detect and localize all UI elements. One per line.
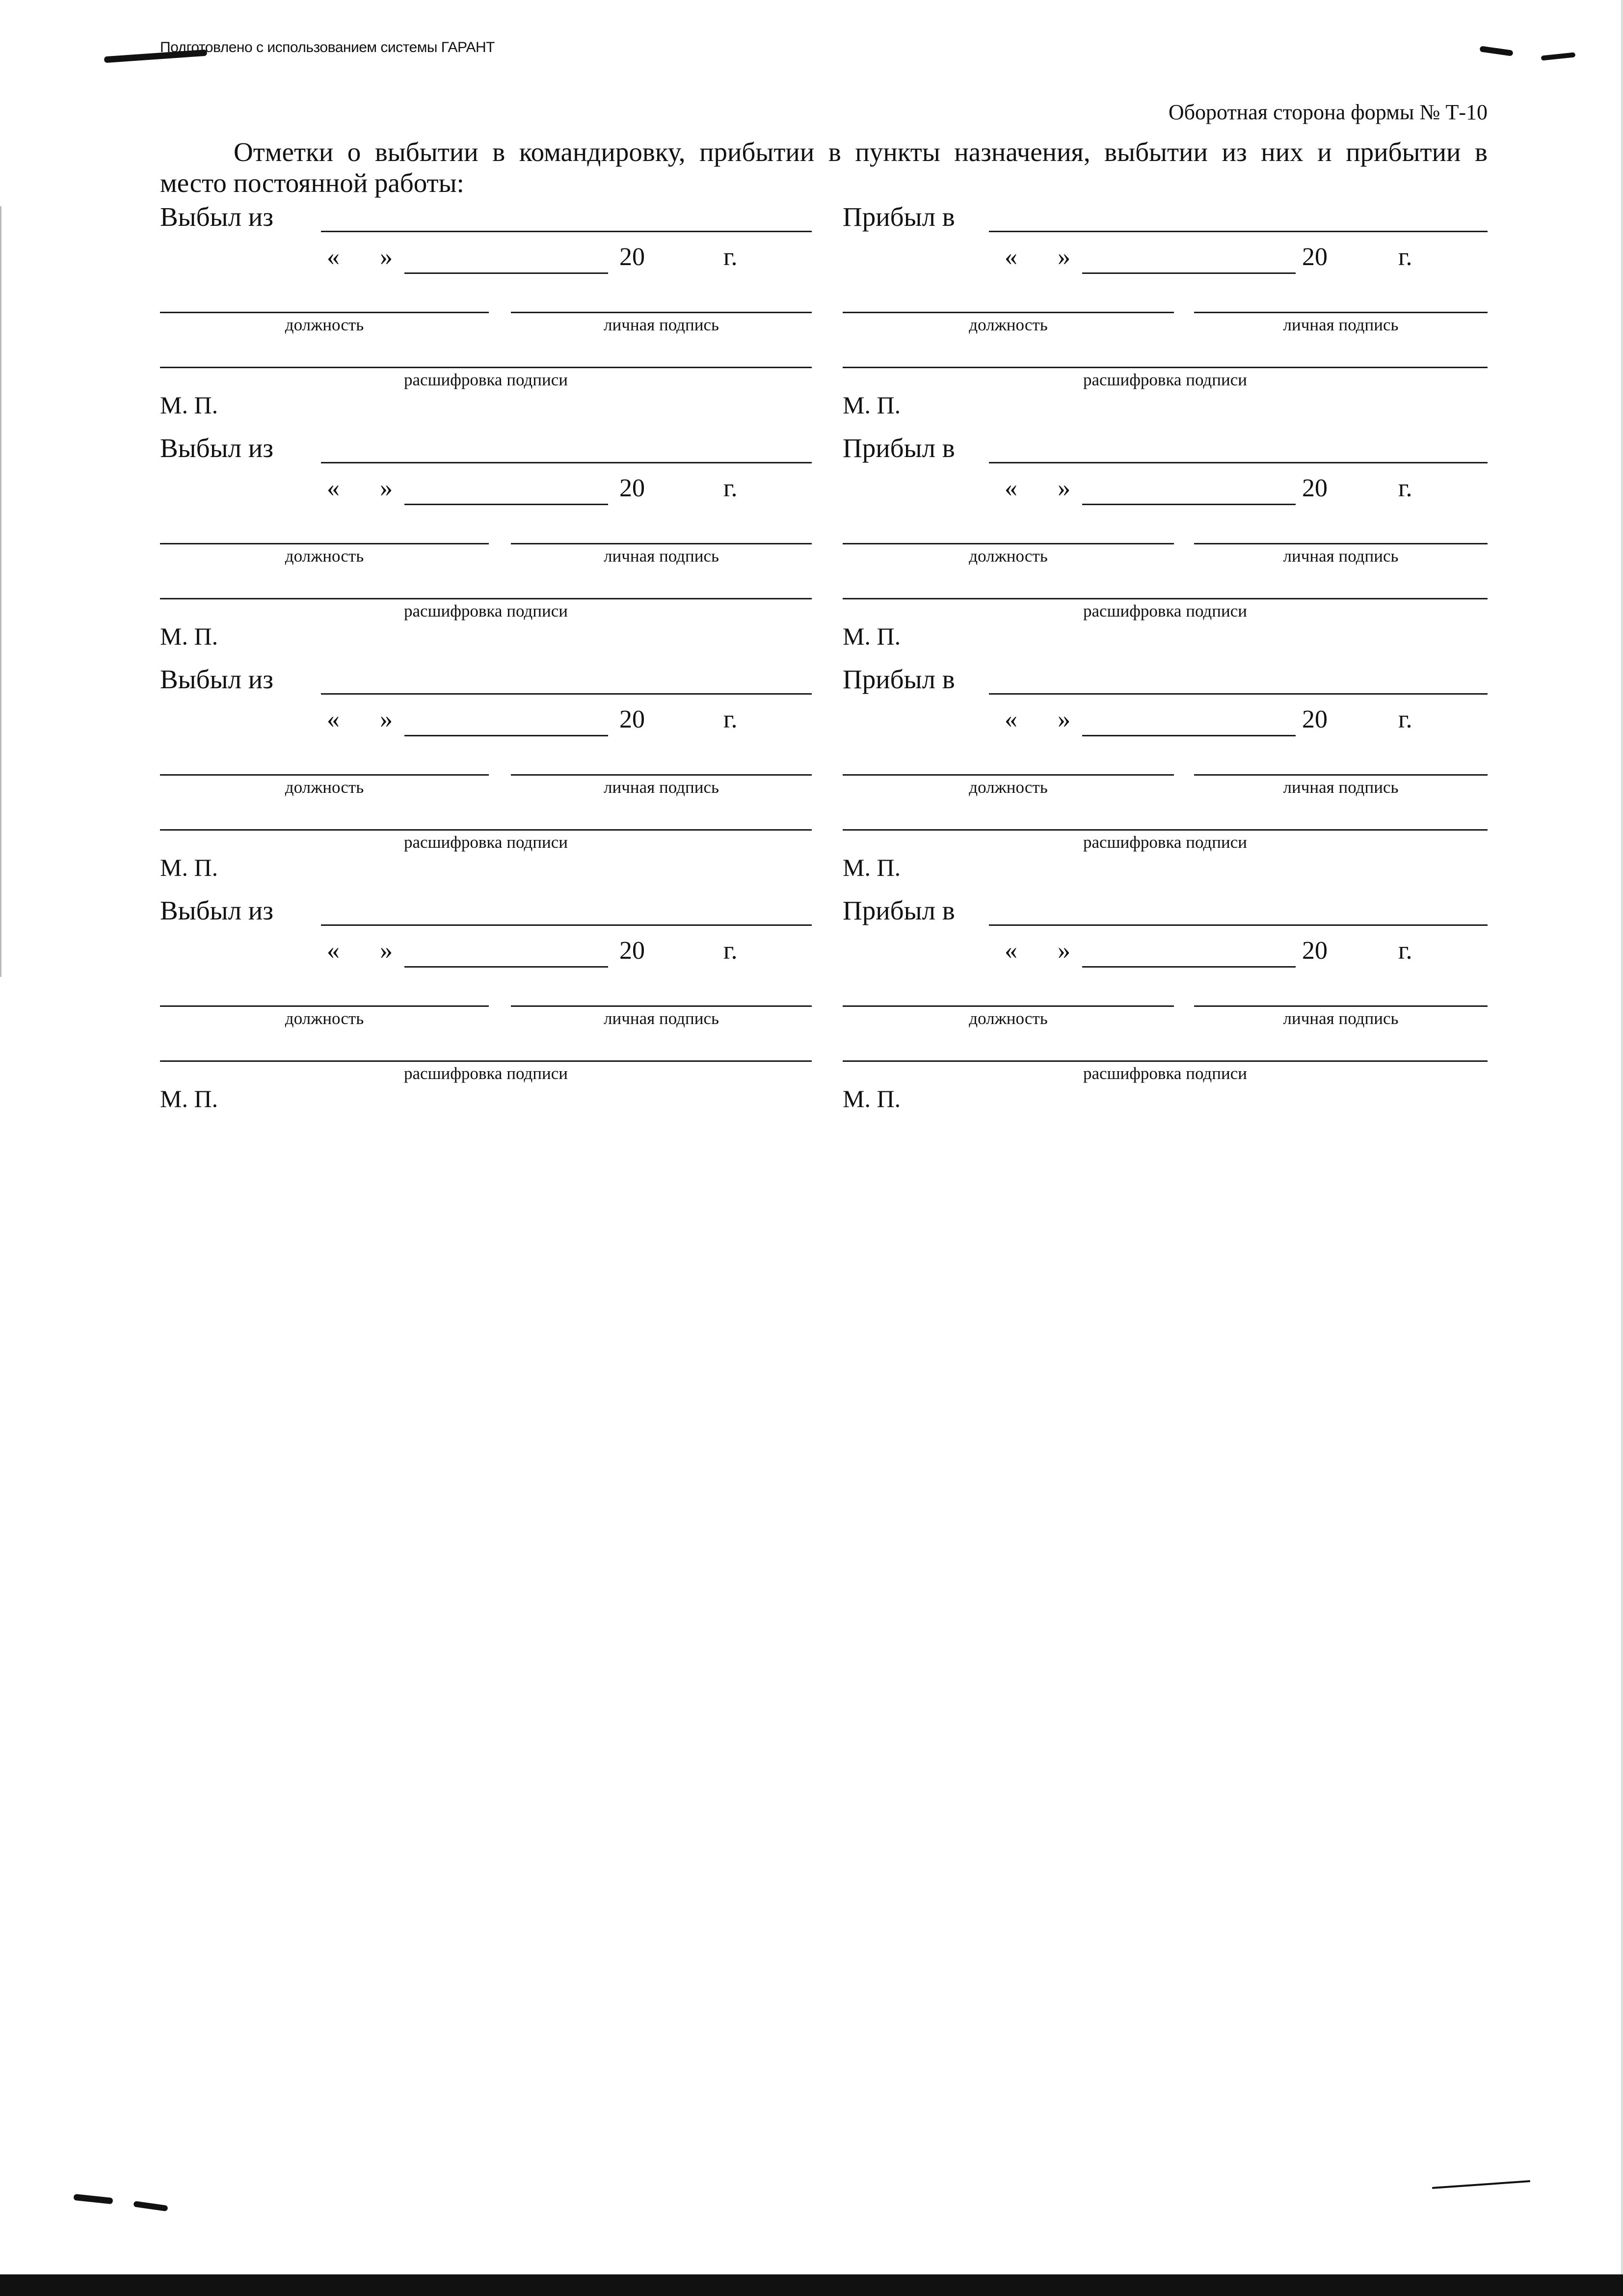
signature-caption: личная подпись	[604, 315, 719, 334]
year-suffix: г.	[723, 705, 738, 733]
month-field[interactable]	[404, 504, 608, 505]
day-open-quote: «	[1005, 243, 1017, 271]
arrival-place-field[interactable]	[989, 924, 1488, 926]
stamp-mark: М. П.	[843, 622, 901, 650]
departure-place-field[interactable]	[321, 924, 812, 926]
month-field[interactable]	[1082, 272, 1296, 274]
arrival-place-field[interactable]	[989, 231, 1488, 232]
position-field[interactable]	[160, 774, 489, 776]
decoding-field[interactable]	[843, 367, 1488, 368]
signature-caption: личная подпись	[604, 1009, 719, 1028]
arrival-label: Прибыл в	[843, 664, 955, 694]
stamp-mark: М. П.	[843, 854, 901, 881]
signature-caption: личная подпись	[604, 546, 719, 566]
departure-block-4	[160, 896, 813, 1125]
decoding-caption: расшифровка подписи	[1083, 1064, 1247, 1083]
month-field[interactable]	[1082, 966, 1296, 968]
position-caption: должность	[969, 315, 1048, 334]
departure-label: Выбыл из	[160, 433, 273, 463]
arrival-label: Прибыл в	[843, 895, 955, 925]
year-century: 20	[619, 937, 645, 965]
decoding-caption: расшифровка подписи	[404, 1064, 568, 1083]
stamp-mark: М. П.	[843, 391, 901, 419]
stamp-mark: М. П.	[160, 391, 218, 419]
stamp-mark: М. П.	[160, 622, 218, 650]
year-suffix: г.	[1398, 937, 1412, 965]
day-close-quote: »	[380, 474, 393, 502]
decoding-field[interactable]	[160, 829, 812, 831]
arrival-block-1	[843, 202, 1495, 431]
position-field[interactable]	[160, 543, 489, 544]
arrival-block-4	[843, 896, 1495, 1125]
day-close-quote: »	[380, 937, 393, 965]
departure-place-field[interactable]	[321, 231, 812, 232]
position-caption: должность	[285, 778, 364, 797]
day-close-quote: »	[380, 243, 393, 271]
intro-paragraph	[160, 136, 1488, 198]
decoding-field[interactable]	[160, 598, 812, 599]
arrival-label: Прибыл в	[843, 202, 955, 232]
arrival-block-2	[843, 433, 1495, 662]
day-close-quote: »	[1058, 705, 1070, 733]
decoding-field[interactable]	[160, 1060, 812, 1062]
year-suffix: г.	[1398, 474, 1412, 502]
arrival-place-field[interactable]	[989, 693, 1488, 695]
month-field[interactable]	[404, 735, 608, 736]
day-open-quote: «	[327, 937, 340, 965]
decoding-field[interactable]	[843, 598, 1488, 599]
scan-mark-bottom-right	[1432, 2180, 1530, 2189]
day-open-quote: «	[1005, 937, 1017, 965]
signature-field[interactable]	[511, 1005, 812, 1007]
scan-mark-top-right-1	[1479, 46, 1513, 56]
day-open-quote: «	[1005, 705, 1017, 733]
position-caption: должность	[969, 1009, 1048, 1028]
position-field[interactable]	[843, 774, 1174, 776]
departure-block-1	[160, 202, 813, 431]
arrival-label: Прибыл в	[843, 433, 955, 463]
decoding-field[interactable]	[160, 367, 812, 368]
decoding-caption: расшифровка подписи	[404, 601, 568, 621]
system-note: Подготовлено с использованием системы ГАРАНТ	[160, 39, 495, 55]
signature-field[interactable]	[1194, 774, 1488, 776]
position-field[interactable]	[843, 1005, 1174, 1007]
year-century: 20	[619, 705, 645, 733]
decoding-field[interactable]	[843, 829, 1488, 831]
signature-field[interactable]	[511, 312, 812, 313]
month-field[interactable]	[404, 272, 608, 274]
year-century: 20	[1302, 243, 1328, 271]
decoding-caption: расшифровка подписи	[1083, 833, 1247, 852]
year-century: 20	[619, 243, 645, 271]
signature-caption: личная подпись	[1283, 778, 1399, 797]
day-close-quote: »	[1058, 937, 1070, 965]
signature-field[interactable]	[511, 543, 812, 544]
departure-block-2	[160, 433, 813, 662]
month-field[interactable]	[1082, 504, 1296, 505]
position-caption: должность	[969, 778, 1048, 797]
position-caption: должность	[285, 546, 364, 566]
year-century: 20	[1302, 705, 1328, 733]
scan-edge-left	[0, 206, 1, 977]
position-field[interactable]	[160, 312, 489, 313]
departure-label: Выбыл из	[160, 202, 273, 232]
year-century: 20	[1302, 937, 1328, 965]
position-field[interactable]	[843, 543, 1174, 544]
day-close-quote: »	[380, 705, 393, 733]
month-field[interactable]	[1082, 735, 1296, 736]
decoding-caption: расшифровка подписи	[1083, 601, 1247, 621]
signature-field[interactable]	[511, 774, 812, 776]
decoding-caption: расшифровка подписи	[1083, 370, 1247, 389]
decoding-field[interactable]	[843, 1060, 1488, 1062]
arrival-place-field[interactable]	[989, 462, 1488, 463]
position-caption: должность	[285, 315, 364, 334]
stamp-mark: М. П.	[843, 1085, 901, 1112]
decoding-caption: расшифровка подписи	[404, 833, 568, 852]
stamp-mark: М. П.	[160, 854, 218, 881]
signature-field[interactable]	[1194, 543, 1488, 544]
scan-mark-bottom-left-1	[74, 2194, 113, 2204]
day-close-quote: »	[1058, 243, 1070, 271]
scan-bottom-bar	[0, 2274, 1623, 2296]
year-century: 20	[619, 474, 645, 502]
year-suffix: г.	[1398, 705, 1412, 733]
day-close-quote: »	[1058, 474, 1070, 502]
signature-caption: личная подпись	[1283, 315, 1399, 334]
position-field[interactable]	[843, 312, 1174, 313]
form-reference: Оборотная сторона формы № Т-10	[1168, 100, 1488, 124]
year-suffix: г.	[723, 937, 738, 965]
day-open-quote: «	[327, 474, 340, 502]
year-century: 20	[1302, 474, 1328, 502]
decoding-caption: расшифровка подписи	[404, 370, 568, 389]
departure-label: Выбыл из	[160, 895, 273, 925]
signature-field[interactable]	[1194, 1005, 1488, 1007]
day-open-quote: «	[1005, 474, 1017, 502]
signature-field[interactable]	[1194, 312, 1488, 313]
year-suffix: г.	[1398, 243, 1412, 271]
year-suffix: г.	[723, 243, 738, 271]
signature-caption: личная подпись	[1283, 1009, 1399, 1028]
day-open-quote: «	[327, 243, 340, 271]
departure-place-field[interactable]	[321, 462, 812, 463]
day-open-quote: «	[327, 705, 340, 733]
position-field[interactable]	[160, 1005, 489, 1007]
arrival-block-3	[843, 665, 1495, 893]
month-field[interactable]	[404, 966, 608, 968]
departure-place-field[interactable]	[321, 693, 812, 695]
intro-line-1: Отметки о выбытии в командировку, прибытии в пункты назначения, выбытии из них и прибытии в	[234, 137, 1488, 167]
departure-block-3	[160, 665, 813, 893]
scan-mark-bottom-left-2	[133, 2201, 168, 2212]
scan-edge-right	[1621, 0, 1623, 2274]
signature-caption: личная подпись	[604, 778, 719, 797]
scan-mark-top-right-2	[1541, 52, 1576, 60]
stamp-mark: М. П.	[160, 1085, 218, 1112]
intro-line-2: место постоянной работы:	[160, 168, 464, 198]
signature-caption: личная подпись	[1283, 546, 1399, 566]
position-caption: должность	[969, 546, 1048, 566]
year-suffix: г.	[723, 474, 738, 502]
departure-label: Выбыл из	[160, 664, 273, 694]
position-caption: должность	[285, 1009, 364, 1028]
